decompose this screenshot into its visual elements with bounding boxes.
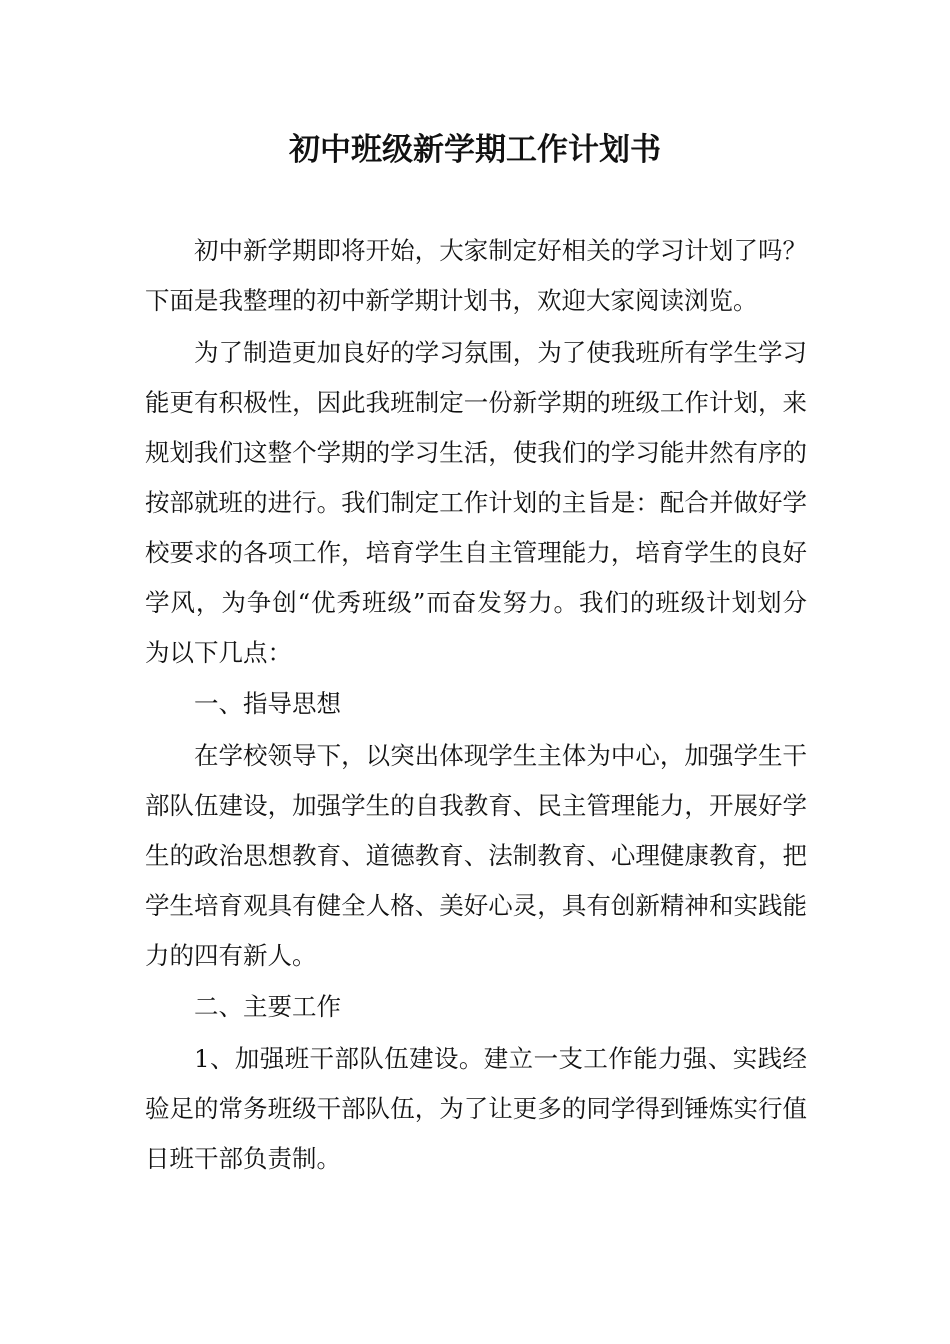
intro-paragraph: 初中新学期即将开始，大家制定好相关的学习计划了吗？下面是我整理的初中新学期计划书，欢迎大家阅读浏览。 bbox=[145, 236, 807, 315]
document-body bbox=[145, 226, 807, 1185]
section-heading-guiding-ideology: 一、指导思想 bbox=[194, 689, 341, 718]
main-work-item-1: 1、加强班干部队伍建设。建立一支工作能力强、实践经验足的常务班级干部队伍，为了让更多的同学得到锤炼实行值日班干部负责制。 bbox=[145, 1043, 807, 1173]
guiding-ideology-paragraph: 在学校领导下，以突出体现学生主体为中心，加强学生干部队伍建设，加强学生的自我教育、民主管理能力，开展好学生的政治思想教育、道德教育、法制教育、心理健康教育，把学生培育观具有健全人格、美好心灵，具有创新精神和实践能力的四有新人。 bbox=[145, 740, 807, 970]
document-title: 初中班级新学期工作计划书 bbox=[289, 132, 661, 168]
purpose-paragraph: 为了制造更加良好的学习氛围，为了使我班所有学生学习能更有积极性，因此我班制定一份新学期的班级工作计划，来规划我们这整个学期的学习生活，使我们的学习能井然有序的按部就班的进行。我们制定工作计划的主旨是：配合并做好学校要求的各项工作，培育学生自主管理能力，培育学生的良好学风，为争创“优秀班级”而奋发努力。我们的班级计划划分为以下几点： bbox=[145, 337, 807, 667]
section-heading-main-work: 二、主要工作 bbox=[194, 992, 341, 1021]
